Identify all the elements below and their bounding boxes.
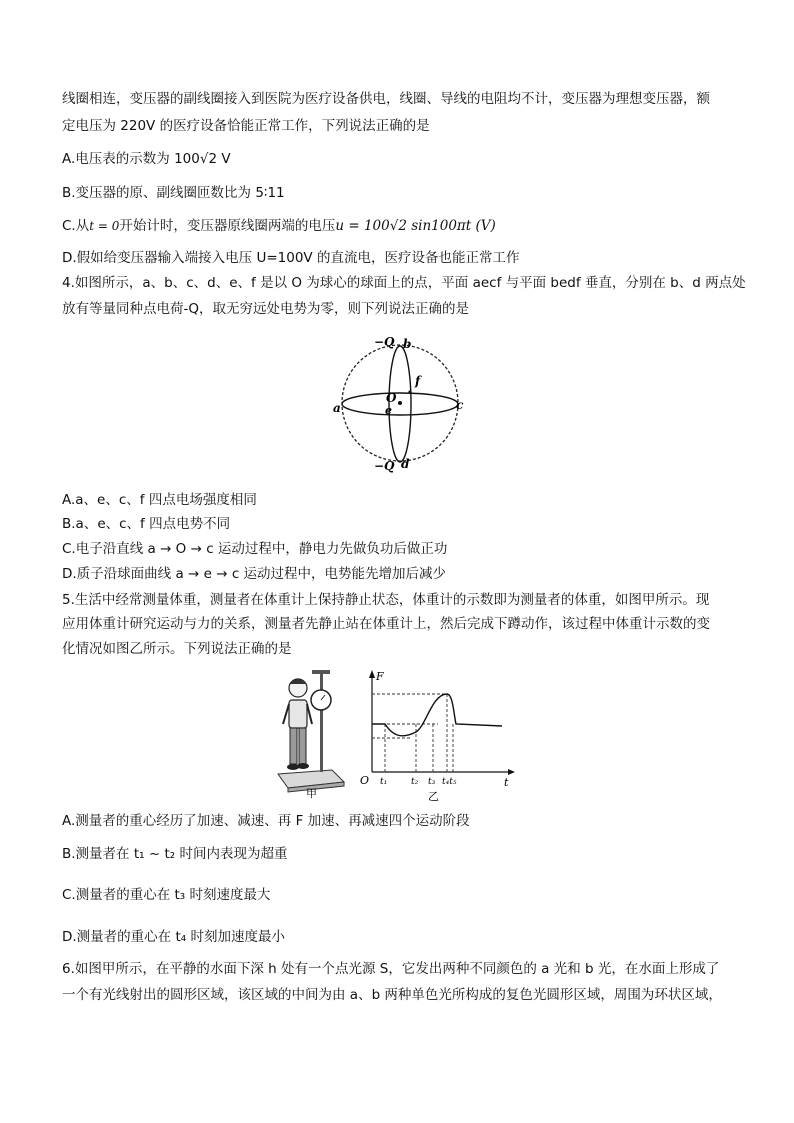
graph-tick-t3: t₃: [428, 777, 436, 787]
point-c-label: c: [456, 398, 464, 412]
top-charge-label: −Q: [374, 335, 395, 349]
q4-stem-line-1: 4.如图所示，a、b、c、d、e、f 是以 O 为球心的球面上的点，平面 aecf 与平面 bedf 垂直，分别在 b、d 两点处: [62, 275, 746, 291]
point-b-label: b: [403, 337, 412, 351]
person-on-scale-figure: [272, 670, 352, 800]
q3-option-d: D.假如给变压器输入端接入电压 U=100V 的直流电，医疗设备也能正常工作: [62, 250, 520, 266]
q3-option-b: B.变压器的原、副线圈匝数比为 5∶11: [62, 185, 285, 201]
graph-tick-t2: t₂: [411, 777, 419, 787]
point-f-label: f: [415, 374, 421, 388]
q6-stem-line-2: 一个有光线射出的圆形区域，该区域的中间为由 a、b 两种单色光所构成的复色光圆形区域，周围为环状区域，: [62, 987, 722, 1003]
q3-option-a: A.电压表的示数为 100√2 V: [62, 151, 231, 167]
sphere-figure: [330, 330, 470, 475]
q5-option-d: D.测量者的重心在 t₄ 时刻加速度最小: [62, 929, 285, 945]
q5-stem-line-2: 应用体重计研究运动与力的关系，测量者先静止站在体重计上，然后完成下蹲动作，该过程中体重计示数的变: [62, 616, 710, 632]
graph-tick-t4-t5: t₄t₅: [442, 777, 457, 787]
q4-option-b: B.a、e、c、f 四点电势不同: [62, 516, 231, 532]
q3-option-c-t0: t = 0: [89, 219, 120, 233]
q6-stem-line-1: 6.如图甲所示，在平静的水面下深 h 处有一个点光源 S，它发出两种不同颜色的 a 光和 b 光，在水面上形成了: [62, 961, 720, 977]
graph-axis-f: F: [376, 670, 384, 683]
bottom-charge-label: −Q: [374, 459, 395, 473]
q3-option-c: [62, 217, 496, 235]
point-e-label: e: [385, 404, 392, 417]
intro-line-1: 线圈相连，变压器的副线圈接入到医院为医疗设备供电，线圈、导线的电阻均不计，变压器为理想变压器，额: [62, 91, 710, 107]
q5-option-b: B.测量者在 t₁ ~ t₂ 时间内表现为超重: [62, 846, 288, 862]
q3-option-c-mid: 开始计时，变压器原线圈两端的电压: [119, 218, 336, 234]
q5-stem-line-1: 5.生活中经常测量体重，测量者在体重计上保持静止状态，体重计的示数即为测量者的体重，如图甲所示。现: [62, 592, 710, 608]
q3-option-c-formula: u = 100√2 sin100πt (V): [335, 218, 496, 234]
q5-option-c: C.测量者的重心在 t₃ 时刻速度最大: [62, 887, 271, 903]
graph-tick-t1: t₁: [380, 777, 388, 787]
figure-jia-caption: 甲: [306, 787, 317, 800]
q4-option-d: D.质子沿球面曲线 a → e → c 运动过程中，电势能先增加后减少: [62, 566, 447, 582]
point-a-label: a: [333, 401, 341, 415]
point-d-label: d: [401, 457, 410, 471]
q3-option-c-prefix: C.从: [62, 218, 90, 234]
graph-axis-t: t: [504, 776, 509, 789]
q4-option-a: A.a、e、c、f 四点电场强度相同: [62, 492, 257, 508]
q4-stem-line-2: 放有等量同种点电荷-Q，取无穷远处电势为零，则下列说法正确的是: [62, 301, 469, 317]
intro-line-2: 定电压为 220V 的医疗设备恰能正常工作，下列说法正确的是: [62, 118, 430, 134]
q4-option-c: C.电子沿直线 a → O → c 运动过程中，静电力先做负功后做正功: [62, 541, 448, 557]
q5-stem-line-3: 化情况如图乙所示。下列说法正确的是: [62, 641, 292, 657]
force-time-graph: [358, 666, 518, 806]
q5-option-a: A.测量者的重心经历了加速、减速、再 F 加速、再减速四个运动阶段: [62, 813, 470, 829]
graph-origin: O: [360, 774, 370, 787]
center-o-label: O: [386, 391, 397, 405]
figure-yi-caption: 乙: [428, 790, 439, 803]
